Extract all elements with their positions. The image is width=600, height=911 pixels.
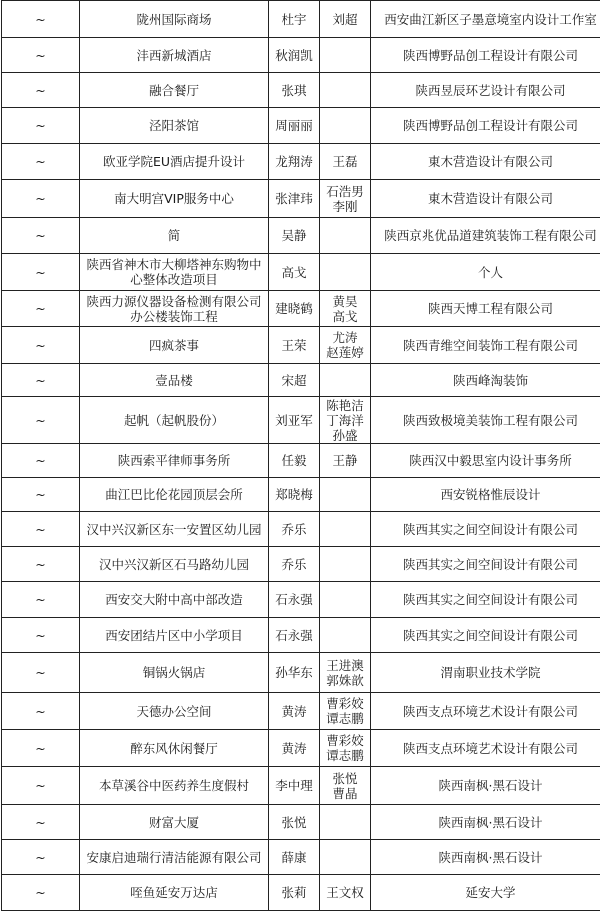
- team-member: 张悦: [322, 771, 368, 786]
- table-row: [2, 397, 600, 444]
- company-cell: 陕西汉中毅思室内设计事务所: [371, 444, 600, 478]
- project-name-cell: 陕西索平律师事务所: [80, 444, 269, 478]
- table-row: [2, 327, 600, 364]
- designer-cell: 高戈: [269, 254, 320, 291]
- table-row: [2, 840, 600, 875]
- company-cell: 陕西致极境美装饰工程有限公司: [371, 397, 600, 444]
- row-marker: ~: [2, 805, 80, 840]
- team-cell: [320, 730, 371, 767]
- designer-cell: 张悦: [269, 805, 320, 840]
- company-cell: 陕西博野品创工程设计有限公司: [371, 38, 600, 73]
- designer-cell: 郑晓梅: [269, 478, 320, 512]
- designer-cell: 周丽丽: [269, 108, 320, 144]
- company-cell: 陕西支点环境艺术设计有限公司: [371, 693, 600, 730]
- team-cell: [320, 1, 371, 38]
- team-member: 曹彩姣: [322, 696, 368, 711]
- project-name-cell: 陇州国际商场: [80, 1, 269, 38]
- row-marker: ~: [2, 767, 80, 805]
- designer-cell: 石永强: [269, 582, 320, 618]
- table-row: [2, 653, 600, 693]
- table-row: [2, 730, 600, 767]
- team-cell: [320, 693, 371, 730]
- company-cell: 陕西青维空间装饰工程有限公司: [371, 327, 600, 364]
- team-member: 丁海洋: [322, 413, 368, 428]
- project-name-cell: 本草溪谷中医药养生度假村: [80, 767, 269, 805]
- table-row: [2, 144, 600, 180]
- team-cell: [320, 73, 371, 108]
- designer-cell: 秋润凯: [269, 38, 320, 73]
- company-cell: 東木营造设计有限公司: [371, 144, 600, 180]
- company-cell: 陕西支点环境艺术设计有限公司: [371, 730, 600, 767]
- team-cell: [320, 618, 371, 653]
- company-cell: 陕西南枫·黑石设计: [371, 805, 600, 840]
- row-marker: ~: [2, 582, 80, 618]
- row-marker: ~: [2, 478, 80, 512]
- company-cell: 陕西天博工程有限公司: [371, 291, 600, 327]
- row-marker: ~: [2, 291, 80, 327]
- project-name-cell: 陕西力源仪器设备检测有限公司办公楼装饰工程: [80, 291, 269, 327]
- table-body: [2, 1, 600, 911]
- team-cell: [320, 108, 371, 144]
- team-cell: [320, 327, 371, 364]
- entries-table: [1, 0, 600, 911]
- team-cell: [320, 364, 371, 397]
- row-marker: ~: [2, 512, 80, 547]
- table-row: [2, 180, 600, 218]
- designer-cell: 李中理: [269, 767, 320, 805]
- team-cell: [320, 582, 371, 618]
- team-member: 高戈: [322, 309, 368, 324]
- table-row: [2, 364, 600, 397]
- team-member: 刘超: [322, 12, 368, 27]
- designer-cell: 张津玮: [269, 180, 320, 218]
- project-name-cell: 财富大厦: [80, 805, 269, 840]
- company-cell: 陕西博野品创工程设计有限公司: [371, 108, 600, 144]
- designer-cell: 张琪: [269, 73, 320, 108]
- table-row: [2, 767, 600, 805]
- row-marker: ~: [2, 1, 80, 38]
- project-name-cell: 汉中兴汉新区东一安置区幼儿园: [80, 512, 269, 547]
- designer-cell: 吴静: [269, 218, 320, 254]
- designer-cell: 杜宇: [269, 1, 320, 38]
- designer-cell: 乔乐: [269, 512, 320, 547]
- table-row: [2, 218, 600, 254]
- row-marker: ~: [2, 618, 80, 653]
- row-marker: ~: [2, 653, 80, 693]
- row-marker: ~: [2, 840, 80, 875]
- project-name-cell: 咥鱼延安万达店: [80, 875, 269, 911]
- team-member: 李刚: [322, 199, 368, 214]
- company-cell: 西安锐格惟辰设计: [371, 478, 600, 512]
- table-row: [2, 693, 600, 730]
- project-name-cell: 壹品楼: [80, 364, 269, 397]
- project-name-cell: 简: [80, 218, 269, 254]
- row-marker: ~: [2, 444, 80, 478]
- team-member: 郭姝歆: [322, 673, 368, 688]
- team-member: 谭志鹏: [322, 748, 368, 763]
- row-marker: ~: [2, 875, 80, 911]
- company-cell: 延安大学: [371, 875, 600, 911]
- team-cell: [320, 547, 371, 582]
- project-name-cell: 融合餐厅: [80, 73, 269, 108]
- row-marker: ~: [2, 144, 80, 180]
- row-marker: ~: [2, 364, 80, 397]
- team-cell: [320, 397, 371, 444]
- table-row: [2, 444, 600, 478]
- team-member: 王磊: [322, 154, 368, 169]
- team-cell: [320, 653, 371, 693]
- team-member: 曹晶: [322, 786, 368, 801]
- team-cell: [320, 767, 371, 805]
- company-cell: 陕西南枫·黑石设计: [371, 767, 600, 805]
- table-row: [2, 805, 600, 840]
- table-row: [2, 73, 600, 108]
- project-name-cell: 醉东风休闲餐厅: [80, 730, 269, 767]
- team-cell: [320, 38, 371, 73]
- table-row: [2, 547, 600, 582]
- company-cell: 陕西其实之间空间设计有限公司: [371, 618, 600, 653]
- company-cell: 陕西其实之间空间设计有限公司: [371, 547, 600, 582]
- team-cell: [320, 180, 371, 218]
- project-name-cell: 铜锅火锅店: [80, 653, 269, 693]
- team-member: 王进澳: [322, 658, 368, 673]
- designer-cell: 孙华东: [269, 653, 320, 693]
- company-cell: 西安曲江新区子墨意境室内设计工作室: [371, 1, 600, 38]
- designer-cell: 石永强: [269, 618, 320, 653]
- table-row: [2, 1, 600, 38]
- designer-cell: 任毅: [269, 444, 320, 478]
- table-row: [2, 618, 600, 653]
- designer-cell: 刘亚军: [269, 397, 320, 444]
- team-cell: [320, 805, 371, 840]
- table-row: [2, 254, 600, 291]
- table-row: [2, 478, 600, 512]
- row-marker: ~: [2, 108, 80, 144]
- project-name-cell: 西安团结片区中小学项目: [80, 618, 269, 653]
- row-marker: ~: [2, 218, 80, 254]
- team-member: 孙盛: [322, 428, 368, 443]
- project-name-cell: 天德办公空间: [80, 693, 269, 730]
- team-member: 谭志鹏: [322, 711, 368, 726]
- team-member: 陈艳洁: [322, 398, 368, 413]
- designer-cell: 薛康: [269, 840, 320, 875]
- designer-cell: 宋超: [269, 364, 320, 397]
- team-cell: [320, 218, 371, 254]
- company-cell: 陕西昱辰环艺设计有限公司: [371, 73, 600, 108]
- project-name-cell: 欧亚学院EU酒店提升设计: [80, 144, 269, 180]
- row-marker: ~: [2, 254, 80, 291]
- team-cell: [320, 291, 371, 327]
- row-marker: ~: [2, 180, 80, 218]
- project-name-cell: 起帆（起帆股份）: [80, 397, 269, 444]
- designer-cell: 王荣: [269, 327, 320, 364]
- company-cell: 陕西其实之间空间设计有限公司: [371, 512, 600, 547]
- company-cell: 東木营造设计有限公司: [371, 180, 600, 218]
- designer-cell: 建晓鹤: [269, 291, 320, 327]
- project-name-cell: 南大明宫VIP服务中心: [80, 180, 269, 218]
- team-member: 石浩男: [322, 184, 368, 199]
- row-marker: ~: [2, 397, 80, 444]
- team-cell: [320, 144, 371, 180]
- team-member: 尤涛: [322, 330, 368, 345]
- row-marker: ~: [2, 327, 80, 364]
- team-cell: [320, 840, 371, 875]
- project-name-cell: 陕西省神木市大柳塔神东购物中心整体改造项目: [80, 254, 269, 291]
- row-marker: ~: [2, 730, 80, 767]
- company-cell: 渭南职业技术学院: [371, 653, 600, 693]
- team-cell: [320, 254, 371, 291]
- designer-cell: 乔乐: [269, 547, 320, 582]
- row-marker: ~: [2, 73, 80, 108]
- team-cell: [320, 444, 371, 478]
- company-cell: 陕西其实之间空间设计有限公司: [371, 582, 600, 618]
- team-member: 黄昊: [322, 294, 368, 309]
- project-name-cell: 汉中兴汉新区石马路幼儿园: [80, 547, 269, 582]
- team-cell: [320, 512, 371, 547]
- team-member: 王文权: [322, 885, 368, 900]
- team-member: 曹彩姣: [322, 733, 368, 748]
- designer-cell: 张莉: [269, 875, 320, 911]
- team-member: 赵莲婷: [322, 345, 368, 360]
- table-row: [2, 38, 600, 73]
- project-name-cell: 西安交大附中高中部改造: [80, 582, 269, 618]
- table-row: [2, 108, 600, 144]
- company-cell: 个人: [371, 254, 600, 291]
- row-marker: ~: [2, 693, 80, 730]
- company-cell: 陕西峰淘装饰: [371, 364, 600, 397]
- project-name-cell: 曲江巴比伦花园顶层会所: [80, 478, 269, 512]
- project-name-cell: 安康启迪瑞行清洁能源有限公司: [80, 840, 269, 875]
- designer-cell: 黄涛: [269, 730, 320, 767]
- team-cell: [320, 478, 371, 512]
- table-row: [2, 512, 600, 547]
- table-row: [2, 582, 600, 618]
- company-cell: 陕西南枫·黑石设计: [371, 840, 600, 875]
- team-member: 王静: [322, 453, 368, 468]
- row-marker: ~: [2, 547, 80, 582]
- designer-cell: 黄涛: [269, 693, 320, 730]
- row-marker: ~: [2, 38, 80, 73]
- project-name-cell: 泾阳茶馆: [80, 108, 269, 144]
- project-name-cell: 沣西新城酒店: [80, 38, 269, 73]
- company-cell: 陕西京兆优品道建筑装饰工程有限公司: [371, 218, 600, 254]
- project-name-cell: 四疯茶事: [80, 327, 269, 364]
- table-row: [2, 291, 600, 327]
- designer-cell: 龙翔涛: [269, 144, 320, 180]
